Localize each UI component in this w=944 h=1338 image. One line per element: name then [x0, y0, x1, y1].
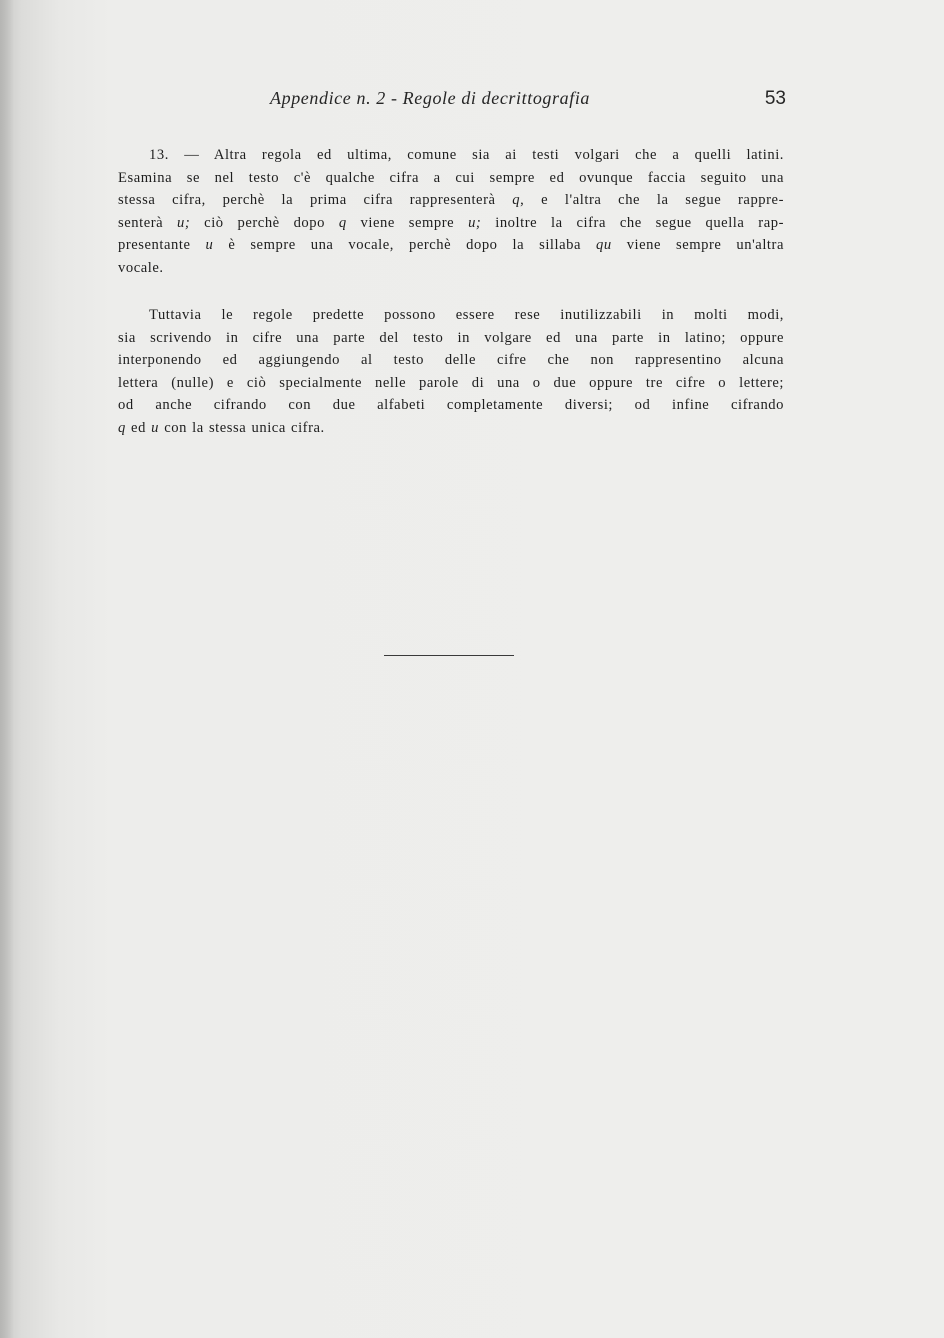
text-run: senterà — [118, 214, 178, 231]
text-line — [118, 234, 784, 257]
text-run: Tuttavia le regole predette possono essere rese inutilizzabili in molti modi, — [149, 307, 784, 323]
paragraph-rule-13 — [118, 144, 784, 280]
text-line — [118, 372, 784, 395]
text-line — [118, 144, 784, 167]
text-line — [118, 304, 784, 327]
text-run: 13. — Altra regola ed ultima, comune sia ai testi volgari che a quelli latini. — [149, 147, 784, 163]
italic-letter: u; — [177, 214, 191, 231]
text-run: Esamina se nel testo c'è qualche cifra a cui sempre ed ovunque faccia seguito una — [118, 169, 784, 186]
italic-letter: u; — [468, 214, 482, 231]
text-run: ciò perchè dopo — [190, 214, 339, 231]
text-line — [118, 167, 784, 190]
text-line — [118, 257, 784, 280]
text-run: viene sempre — [346, 214, 469, 231]
text-run: viene sempre un'altra — [611, 237, 784, 254]
text-run: od anche cifrando con due alfabeti completamente diversi; od infine cifrando — [118, 397, 784, 414]
text-run: ed — [125, 419, 152, 436]
text-run: è sempre una vocale, perchè dopo la sillaba — [213, 237, 597, 254]
text-line — [118, 349, 784, 372]
text-run: stessa cifra, perchè la prima cifra rappresenterà — [118, 192, 513, 209]
paragraph-conclusion — [118, 304, 784, 440]
text-run: presentante — [118, 237, 206, 254]
text-line — [118, 394, 784, 417]
italic-letter: q — [118, 419, 126, 436]
text-run: , e l'altra che la segue rappre- — [520, 192, 784, 209]
text-run: con la stessa unica cifra. — [159, 419, 325, 436]
text-line — [118, 212, 784, 235]
text-run: inoltre la cifra che segue quella rap- — [481, 214, 784, 231]
running-title: Appendice n. 2 - Regole di decrittografia — [270, 88, 591, 108]
italic-letter: q — [338, 214, 347, 231]
text-run: interponendo ed aggiungendo al testo delle cifre che non rappresentino alcuna — [118, 352, 784, 369]
italic-letter: q — [512, 192, 521, 209]
text-line — [118, 327, 784, 350]
text-run: vocale. — [118, 259, 164, 276]
italic-letter: qu — [596, 237, 612, 254]
italic-letter: u — [151, 419, 159, 436]
page-header — [118, 88, 786, 116]
text-run: lettera (nulle) e ciò specialmente nelle parole di una o due oppure tre cifre o lettere; — [118, 374, 784, 391]
end-rule — [384, 655, 514, 656]
text-line — [118, 189, 784, 212]
scan-shadow-edge — [0, 0, 14, 1338]
text-run: sia scrivendo in cifre una parte del testo in volgare ed una parte in latino; oppure — [118, 329, 784, 346]
text-line — [118, 417, 784, 440]
page-number: 53 — [764, 88, 786, 109]
italic-letter: u — [205, 237, 214, 254]
